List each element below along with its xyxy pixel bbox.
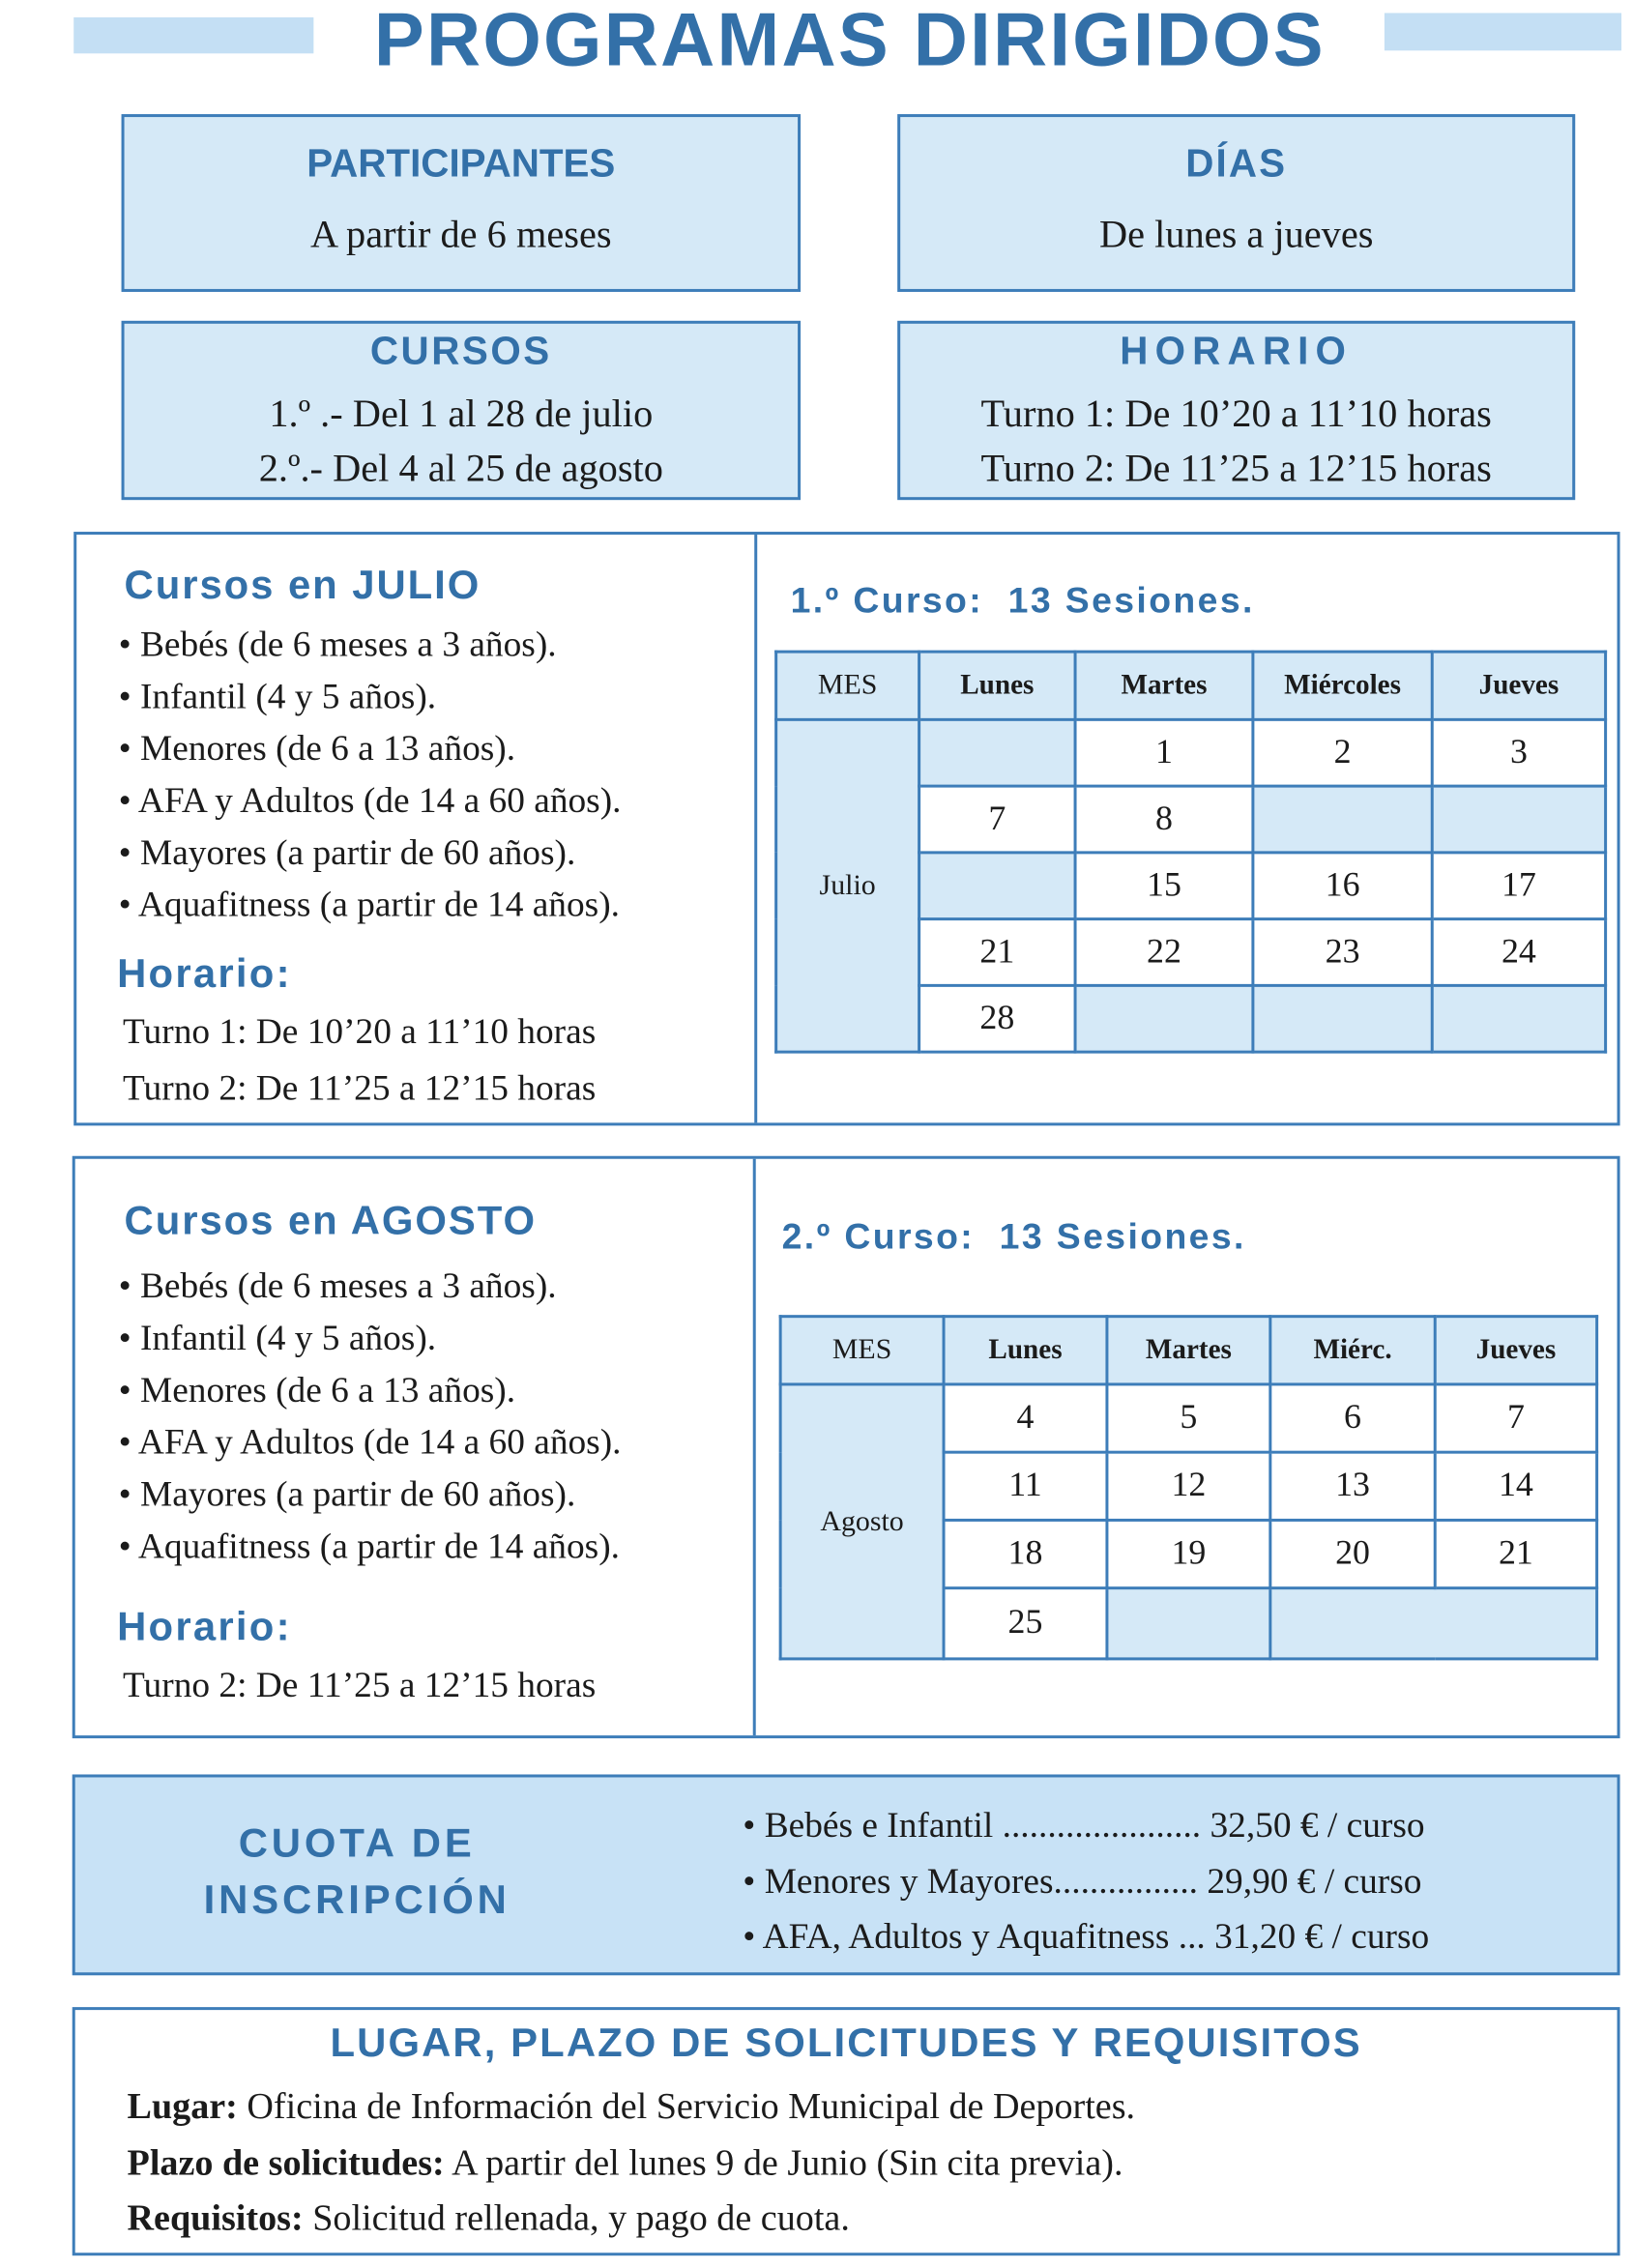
day-cell: 18	[944, 1520, 1107, 1587]
turno-line: Turno 2: De 11’25 a 12’15 horas	[123, 1068, 597, 1108]
day-cell: 8	[1075, 786, 1253, 853]
col-header-lunes: Lunes	[944, 1317, 1107, 1384]
lugar-heading: LUGAR, PLAZO DE SOLICITUDES Y REQUISITOS	[330, 2020, 1362, 2065]
day-cell: 23	[1253, 919, 1432, 986]
panel-divider	[753, 1159, 756, 1735]
panel-divider	[754, 535, 757, 1122]
day-cell: 19	[1107, 1520, 1270, 1587]
lugar-box	[73, 2007, 1620, 2255]
info-label: Lugar:	[127, 2084, 238, 2128]
agosto-heading: Cursos en AGOSTO	[124, 1198, 537, 1243]
table-row	[780, 1384, 1596, 1452]
day-cell	[919, 853, 1075, 919]
col-header-miercoles: Miércoles	[1253, 652, 1432, 719]
day-cell: 28	[919, 985, 1075, 1052]
julio-panel	[73, 532, 1619, 1125]
turno-line: Turno 1: De 10’20 a 11’10 horas	[123, 1012, 597, 1052]
day-cell	[1432, 786, 1605, 853]
day-cell: 25	[944, 1588, 1107, 1659]
info-text: A partir del lunes 9 de Junio (Sin cita previa).	[452, 2140, 1123, 2183]
turno-line: Turno 2: De 11’25 a 12’15 horas	[123, 1665, 597, 1704]
participantes-text: A partir de 6 meses	[310, 212, 612, 256]
horario-line: Turno 1: De 10’20 a 11’10 horas	[980, 392, 1492, 435]
dias-heading: DÍAS	[1185, 141, 1288, 186]
group-item: • Menores (de 6 a 13 años).	[118, 1371, 516, 1410]
cuota-heading-line: INSCRIPCIÓN	[203, 1875, 510, 1922]
cursos-line: 2.º.- Del 4 al 25 de agosto	[258, 446, 663, 490]
col-header-miercoles: Miérc.	[1270, 1317, 1435, 1384]
julio-group-list	[119, 620, 622, 932]
cuota-heading-line: CUOTA DE	[238, 1819, 476, 1865]
title-bar-right	[1385, 13, 1621, 50]
info-label: Requisitos:	[127, 2195, 304, 2239]
day-cell: 7	[919, 786, 1075, 853]
cuota-price-list	[743, 1799, 1429, 1966]
group-item: • Bebés (de 6 meses a 3 años).	[118, 1266, 557, 1307]
agosto-course-title: 2.º Curso: 13 Sesiones.	[781, 1216, 1246, 1258]
day-cell: 21	[1435, 1520, 1596, 1587]
participantes-box	[122, 114, 802, 292]
day-cell: 20	[1270, 1520, 1435, 1587]
day-cell	[1270, 1588, 1597, 1659]
day-cell: 11	[944, 1452, 1107, 1520]
julio-turno-list	[123, 1003, 596, 1117]
info-line	[128, 2191, 1136, 2247]
agosto-calendar-table	[779, 1315, 1598, 1660]
col-header-lunes: Lunes	[919, 652, 1075, 719]
day-cell: 16	[1253, 853, 1432, 919]
group-item: • Mayores (a partir de 60 años).	[118, 1475, 576, 1515]
day-cell: 22	[1075, 919, 1253, 986]
table-header-row	[780, 1317, 1596, 1384]
group-item: • Aquafitness (a partir de 14 años).	[118, 886, 621, 925]
cursos-lines	[125, 386, 799, 496]
col-header-mes: MES	[780, 1317, 944, 1384]
day-cell: 21	[919, 919, 1075, 986]
dias-box	[897, 114, 1575, 292]
day-cell: 24	[1432, 919, 1605, 986]
group-item: • Infantil (4 y 5 años).	[118, 1319, 437, 1359]
cursos-box	[122, 321, 802, 500]
table-header-row	[776, 652, 1606, 719]
day-cell: 14	[1435, 1452, 1596, 1520]
cursos-heading: CURSOS	[369, 329, 552, 373]
group-item: • Infantil (4 y 5 años).	[118, 678, 437, 717]
day-cell	[1075, 985, 1253, 1052]
day-cell: 3	[1432, 719, 1605, 786]
agosto-group-list	[119, 1262, 622, 1574]
group-item: • AFA y Adultos (de 14 a 60 años).	[118, 781, 622, 821]
julio-heading: Cursos en JULIO	[124, 562, 481, 607]
title-bar-left	[73, 17, 313, 53]
horario-box	[897, 321, 1575, 500]
julio-calendar-table	[774, 651, 1607, 1054]
day-cell: 6	[1270, 1384, 1435, 1452]
dias-text: De lunes a jueves	[1098, 212, 1374, 256]
horario-line: Turno 2: De 11’25 a 12’15 horas	[980, 446, 1492, 490]
day-cell	[1107, 1588, 1270, 1659]
price-item: • AFA, Adultos y Aquafitness ... 31,20 € / curso	[743, 1917, 1430, 1957]
day-cell: 17	[1432, 853, 1605, 919]
group-item: • Menores (de 6 a 13 años).	[118, 729, 516, 770]
participantes-heading: PARTICIPANTES	[306, 141, 616, 186]
day-cell: 12	[1107, 1452, 1270, 1520]
day-cell: 5	[1107, 1384, 1270, 1452]
price-item: • Bebés e Infantil ...................... 32,50 € / curso	[743, 1806, 1425, 1846]
day-cell	[1432, 985, 1605, 1052]
month-cell: Julio	[776, 719, 919, 1052]
horario-heading: HORARIO	[1120, 329, 1354, 373]
col-header-martes: Martes	[1107, 1317, 1270, 1384]
cursos-line: 1.º .- Del 1 al 28 de julio	[269, 392, 654, 435]
info-line	[128, 2079, 1136, 2136]
day-cell: 15	[1075, 853, 1253, 919]
info-text: Oficina de Información del Servicio Municipal de Deportes.	[247, 2084, 1136, 2128]
julio-course-title: 1.º Curso: 13 Sesiones.	[790, 580, 1255, 622]
price-item: • Menores y Mayores................ 29,90 € / curso	[743, 1861, 1422, 1902]
cuota-heading	[75, 1815, 639, 1928]
group-item: • AFA y Adultos (de 14 a 60 años).	[118, 1423, 622, 1463]
info-label: Plazo de solicitudes:	[127, 2140, 445, 2183]
agosto-horario-heading: Horario:	[117, 1604, 292, 1649]
day-cell	[1253, 786, 1432, 853]
day-cell: 4	[944, 1384, 1107, 1452]
cuota-box	[73, 1774, 1620, 1975]
info-text: Solicitud rellenada, y pago de cuota.	[312, 2195, 850, 2239]
horario-lines	[900, 386, 1572, 496]
group-item: • Bebés (de 6 meses a 3 años).	[118, 625, 557, 665]
group-item: • Aquafitness (a partir de 14 años).	[118, 1527, 621, 1567]
agosto-panel	[73, 1156, 1620, 1738]
day-cell	[1253, 985, 1432, 1052]
day-cell: 2	[1253, 719, 1432, 786]
table-row	[776, 719, 1606, 786]
col-header-mes: MES	[776, 652, 919, 719]
lugar-info-list	[128, 2079, 1136, 2247]
month-cell: Agosto	[780, 1384, 944, 1659]
day-cell: 1	[1075, 719, 1253, 786]
col-header-jueves: Jueves	[1435, 1317, 1596, 1384]
col-header-jueves: Jueves	[1432, 652, 1605, 719]
agosto-turno-list	[123, 1657, 596, 1713]
group-item: • Mayores (a partir de 60 años).	[118, 833, 576, 873]
info-line	[128, 2135, 1136, 2191]
page-title: PROGRAMAS DIRIGIDOS	[373, 0, 1326, 83]
day-cell	[919, 719, 1075, 786]
julio-horario-heading: Horario:	[117, 950, 292, 996]
col-header-martes: Martes	[1075, 652, 1253, 719]
day-cell: 13	[1270, 1452, 1435, 1520]
day-cell: 7	[1435, 1384, 1596, 1452]
